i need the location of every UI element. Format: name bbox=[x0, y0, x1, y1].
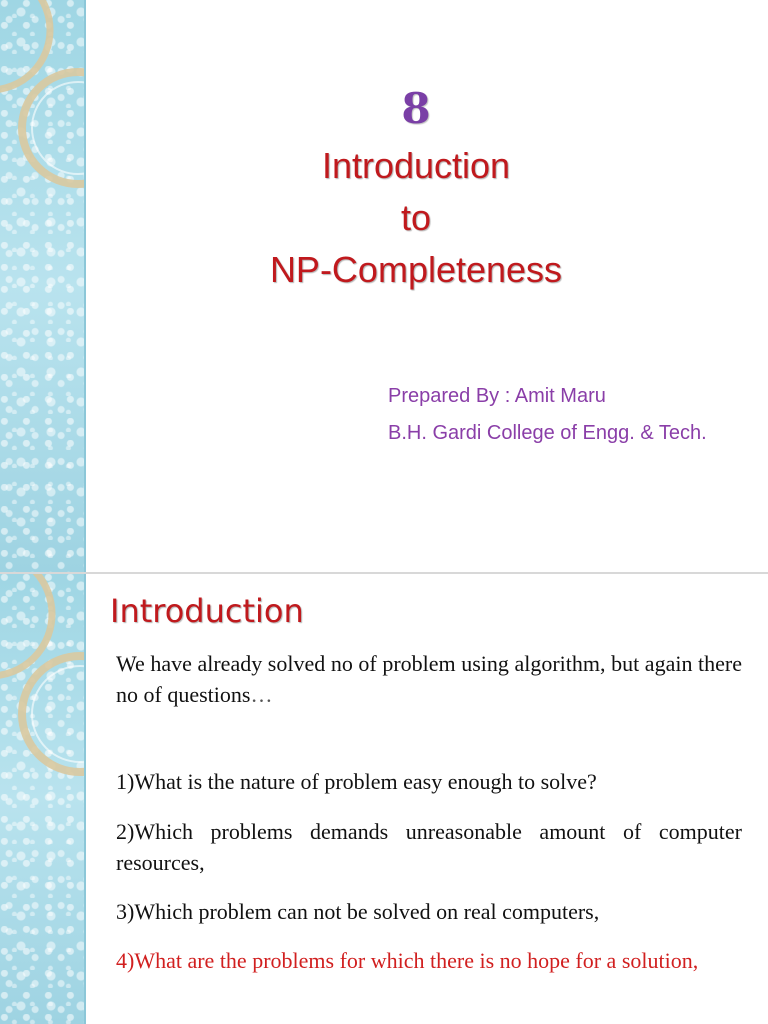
decorative-water-strip bbox=[0, 574, 86, 1024]
title-line-1: Introduction bbox=[321, 145, 511, 186]
question-3: 3)Which problem can not be solved on real computers, bbox=[116, 899, 600, 924]
title-line-2: to bbox=[400, 197, 432, 238]
strip-edge bbox=[84, 574, 86, 1024]
content-slide bbox=[0, 574, 768, 1024]
decorative-rings-icon bbox=[0, 574, 86, 1024]
question-1: 1)What is the nature of problem easy enough to solve? bbox=[116, 769, 597, 794]
question-4-highlighted: 4)What are the problems for which there is no hope for a solution, bbox=[116, 948, 699, 973]
college-name: B.H. Gardi College of Engg. & Tech. bbox=[388, 422, 707, 444]
chapter-number: 8 bbox=[401, 84, 431, 133]
intro-ellipsis: … bbox=[250, 682, 273, 707]
question-2: 2)Which problems demands unreasonable amount of computer resources, bbox=[116, 819, 742, 875]
intro-text: We have already solved no of problem using algorithm, but again there no of questions bbox=[116, 651, 742, 707]
section-heading: Introduction bbox=[110, 592, 304, 630]
prepared-by: Prepared By : Amit Maru bbox=[388, 385, 606, 407]
intro-paragraph bbox=[116, 648, 742, 710]
title-line-3: NP-Completeness bbox=[269, 249, 563, 290]
